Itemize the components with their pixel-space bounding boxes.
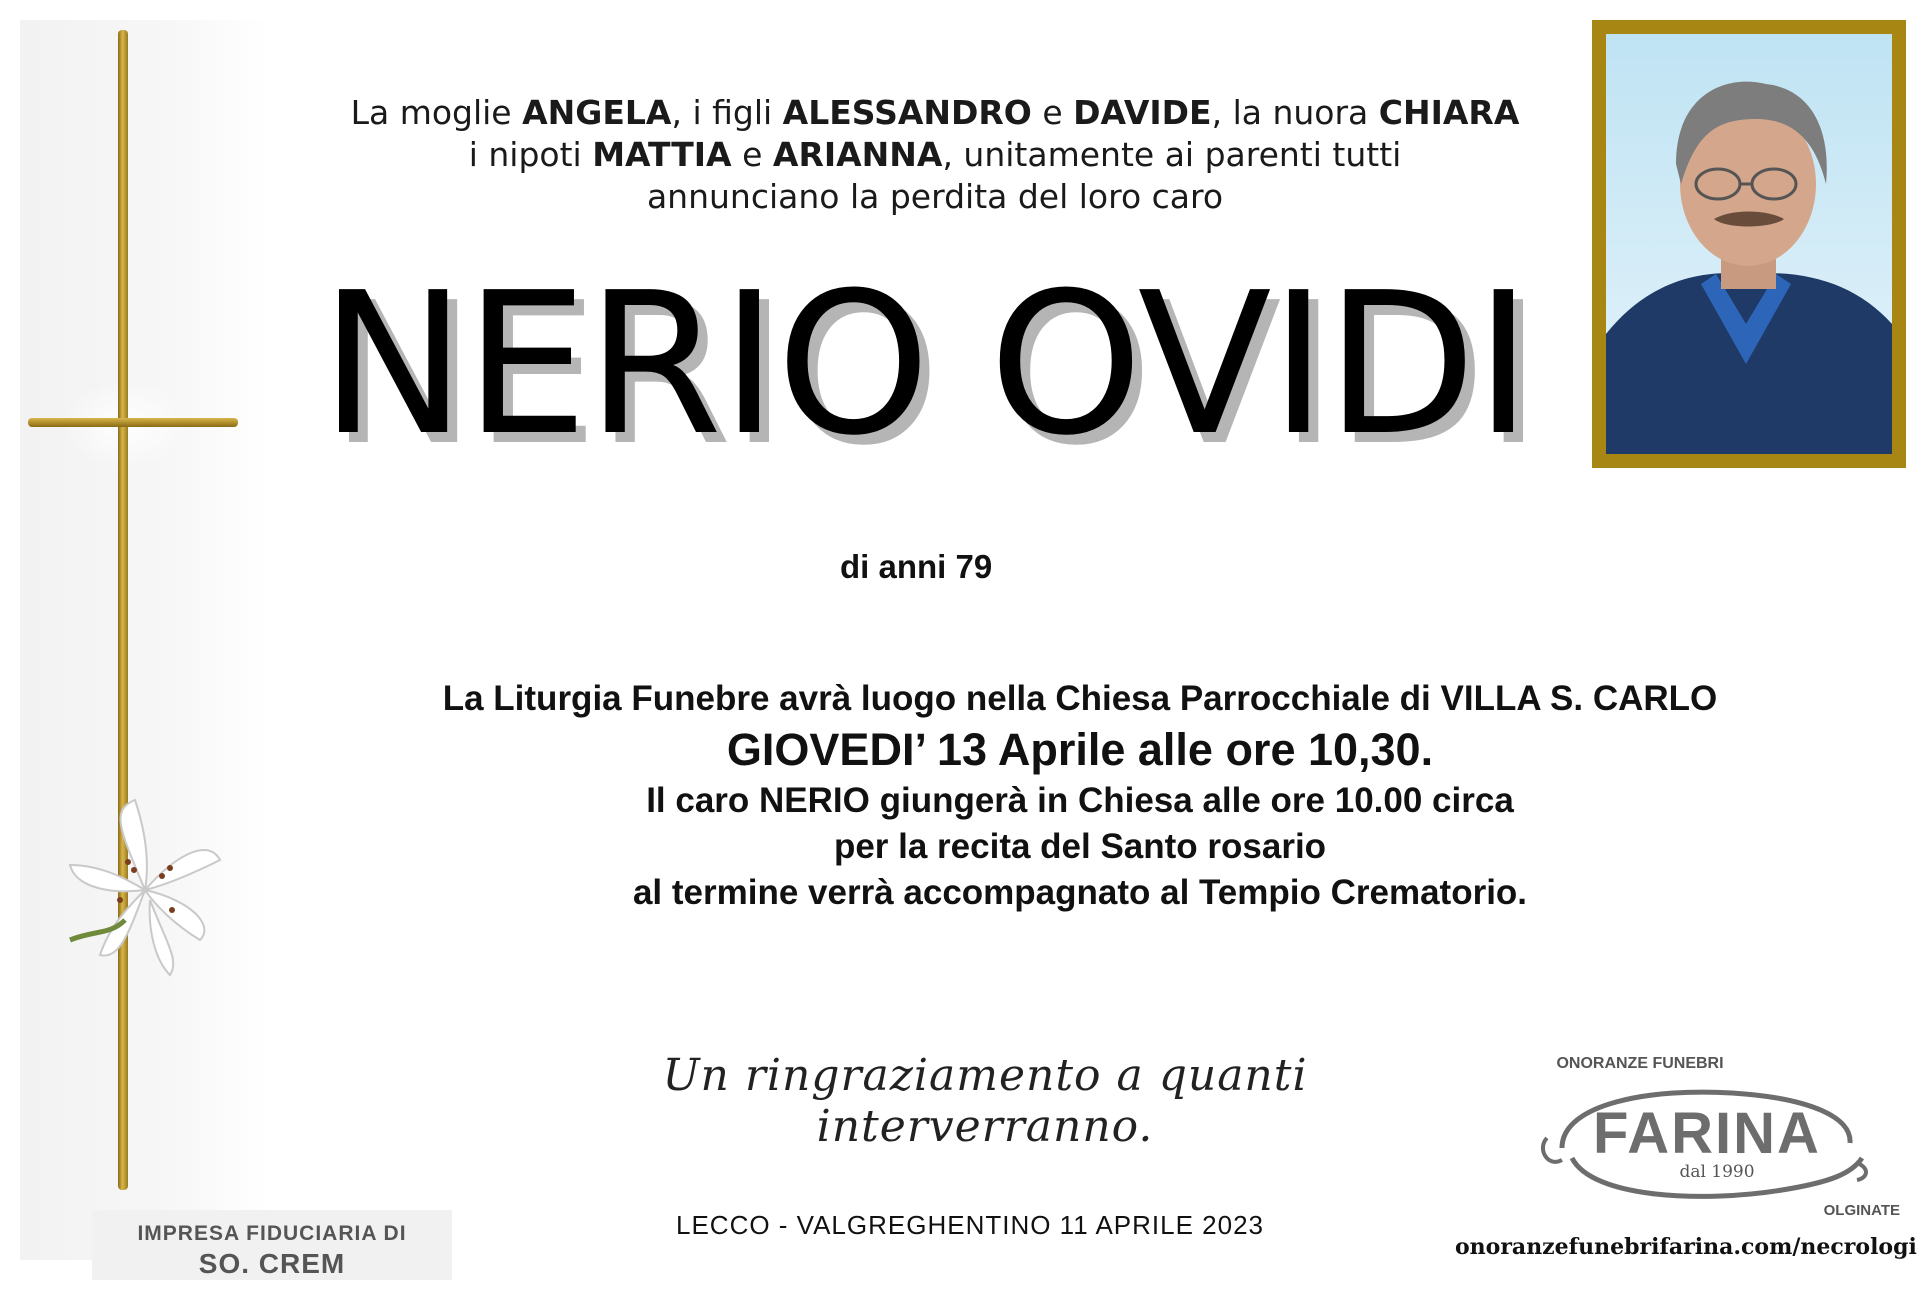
text-segment: La moglie	[350, 93, 523, 132]
logo-top-label: ONORANZE FUNEBRI	[1556, 1055, 1724, 1072]
cross-bar	[28, 418, 238, 427]
cross-icon	[118, 30, 128, 1190]
text-segment: , la nuora	[1211, 93, 1379, 132]
trust-organization: SO. CREM	[198, 1248, 346, 1279]
funeral-details	[330, 676, 1830, 916]
funeral-home-name: FARINA	[1593, 1101, 1821, 1166]
family-announcement	[300, 92, 1570, 218]
son-name: DAVIDE	[1073, 93, 1212, 132]
son-name: ALESSANDRO	[782, 93, 1032, 132]
daughter-in-law-name: CHIARA	[1378, 93, 1520, 132]
side-decoration-panel	[20, 20, 270, 1260]
text-segment: i nipoti	[468, 135, 593, 174]
thanks-message: Un ringraziamento a quanti interverranno.	[662, 1050, 1308, 1152]
text-segment: , unitamente ai parenti tutti	[942, 135, 1402, 174]
text-segment: e	[1031, 93, 1074, 132]
text-segment: e	[731, 135, 773, 174]
funeral-home-city: OLGINATE	[1823, 1202, 1900, 1219]
trust-box	[92, 1210, 452, 1280]
liturgy-date-time: GIOVEDI’ 13 Aprile alle ore 10,30.	[726, 724, 1434, 775]
website-link[interactable]: onoranzefunebrifarina.com/necrologi	[1455, 1234, 1917, 1260]
portrait-frame	[1592, 20, 1906, 468]
funeral-home-since: dal 1990	[1679, 1162, 1755, 1182]
announcement-line-2	[300, 134, 1570, 176]
place-date: LECCO - VALGREGHENTINO 11 APRILE 2023	[675, 1210, 1264, 1240]
liturgy-line-5: al termine verrà accompagnato al Tempio Crematorio.	[632, 873, 1528, 912]
lily-flower-icon	[50, 790, 240, 980]
deceased-name: NERIO OVIDI	[319, 251, 1531, 479]
announcement-line-1	[300, 92, 1570, 134]
portrait-photo	[1606, 34, 1892, 454]
liturgy-line-4: per la recita del Santo rosario	[833, 827, 1327, 866]
liturgy-line-1: La Liturgia Funebre avrà luogo nella Chiesa Parrocchiale di VILLA S. CARLO	[442, 679, 1718, 718]
announcement-line-3: annunciano la perdita del loro caro	[646, 177, 1224, 216]
grandchild-name: MATTIA	[592, 135, 732, 174]
trust-label: IMPRESA FIDUCIARIA DI	[137, 1222, 407, 1245]
age-text: di anni 79	[840, 548, 993, 585]
grandchild-name: ARIANNA	[772, 135, 943, 174]
wife-name: ANGELA	[522, 93, 672, 132]
liturgy-line-3: Il caro NERIO giungerà in Chiesa alle ore 10.00 circa	[646, 781, 1514, 820]
text-segment: , i figli	[671, 93, 783, 132]
